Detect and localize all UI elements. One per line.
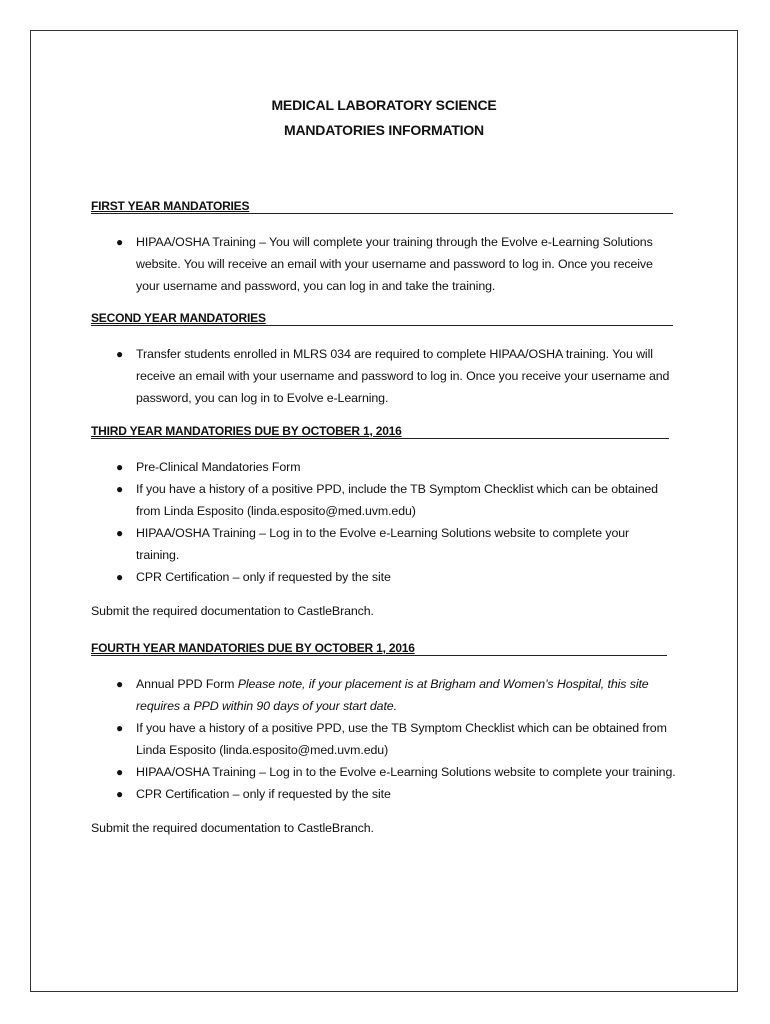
section-second-year [91, 311, 673, 409]
bullet-icon: ● [116, 460, 124, 474]
bullet-icon: ● [116, 721, 124, 735]
bullet-icon: ● [116, 347, 124, 361]
list-item [91, 456, 669, 478]
item-list [91, 456, 669, 588]
list-item-text: HIPAA/OSHA Training – Log in to the Evolve e-Learning Solutions website to complete your training. [136, 765, 676, 779]
list-item [91, 522, 668, 566]
bullet-icon: ● [116, 235, 124, 249]
list-item [91, 673, 684, 717]
bullet-icon: ● [116, 677, 124, 691]
placement-note: Please note, if your placement is at Brigham and Women’s Hospital, this site requires a PPD within 90 days of your start date. [136, 677, 649, 713]
bullet-icon: ● [116, 526, 124, 540]
list-item-text: Annual PPD Form [136, 677, 238, 691]
bullet-icon: ● [116, 482, 124, 496]
bullet-icon: ● [116, 765, 124, 779]
section-third-year [91, 424, 669, 622]
bullet-icon: ● [116, 570, 124, 584]
list-item-text: Transfer students enrolled in MLRS 034 are required to complete HIPAA/OSHA training. You will receive an email with your username and password to log in. Once you receive your username and password, you can log in to Evolve e-Learning. [136, 347, 670, 405]
document-title-line-2: MANDATORIES INFORMATION [284, 122, 484, 138]
item-list [91, 673, 676, 805]
bullet-icon: ● [116, 787, 124, 801]
list-item [91, 783, 667, 805]
list-item [91, 717, 668, 761]
list-item [91, 478, 668, 522]
item-list [91, 231, 673, 297]
section-heading: FIRST YEAR MANDATORIES [91, 199, 673, 214]
section-first-year [91, 199, 673, 297]
list-item [91, 343, 676, 409]
list-item-text: If you have a history of a positive PPD, include the TB Symptom Checklist which can be obtained from Linda Esposito (linda.esposito@med.uvm.edu) [136, 482, 658, 518]
list-item-text: HIPAA/OSHA Training – Log in to the Evolve e-Learning Solutions website to complete your training. [136, 526, 630, 562]
list-item-text: If you have a history of a positive PPD, use the TB Symptom Checklist which can be obtained from Linda Esposito (linda.esposito@med.uvm.edu) [136, 721, 667, 757]
list-item-text: HIPAA/OSHA Training – You will complete your training through the Evolve e-Learning Solutions website. You will receive an email with your username and password to log in. Once you receive your username and password, you can log in and take the training. [136, 235, 653, 293]
list-item-text: CPR Certification – only if requested by the site [136, 570, 391, 584]
list-item [91, 231, 668, 297]
submission-note: Submit the required documentation to CastleBranch. [91, 821, 374, 835]
list-item-text: CPR Certification – only if requested by the site [136, 787, 391, 801]
document-page [30, 30, 738, 992]
list-item [91, 761, 684, 783]
document-title-line-1: MEDICAL LABORATORY SCIENCE [271, 97, 497, 113]
submission-note: Submit the required documentation to CastleBranch. [91, 604, 374, 618]
list-item-text: Pre-Clinical Mandatories Form [136, 460, 301, 474]
section-fourth-year [91, 641, 676, 839]
list-item [91, 566, 669, 588]
section-heading: SECOND YEAR MANDATORIES [91, 311, 673, 326]
item-list [91, 343, 673, 409]
section-heading: FOURTH YEAR MANDATORIES DUE BY OCTOBER 1, 2016 [91, 641, 667, 656]
section-heading: THIRD YEAR MANDATORIES DUE BY OCTOBER 1, 2016 [91, 424, 669, 439]
